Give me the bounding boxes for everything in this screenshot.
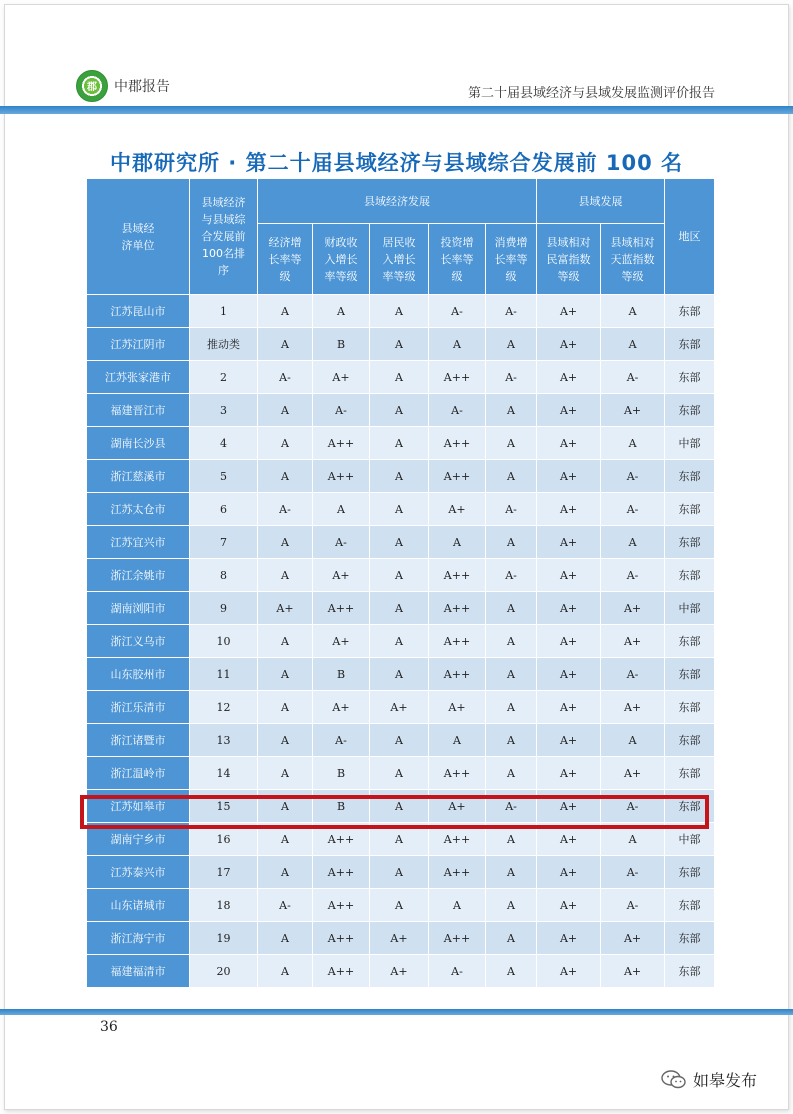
grade-cell: A	[258, 856, 313, 889]
grade-cell: A+	[537, 361, 601, 394]
grade-cell: A+	[537, 394, 601, 427]
grade-cell: A-	[429, 295, 486, 328]
grade-cell: A++	[429, 625, 486, 658]
region-cell: 中部	[665, 823, 715, 856]
grade-cell: A	[370, 823, 429, 856]
header-unit: 县域经济单位	[87, 179, 190, 295]
table-row	[87, 757, 715, 790]
grade-cell: A	[258, 394, 313, 427]
county-name-cell: 浙江义乌市	[87, 625, 190, 658]
header-group-economy: 县域经济发展	[258, 179, 537, 224]
county-name-cell: 江苏江阴市	[87, 328, 190, 361]
logo-text: 中郡报告	[114, 79, 170, 95]
grade-cell: A	[486, 592, 537, 625]
grade-cell: A-	[258, 493, 313, 526]
page-title: 中郡研究所 · 第二十届县域经济与县域综合发展前 100 名	[109, 151, 684, 175]
grade-cell: A	[601, 295, 665, 328]
county-name-cell: 浙江乐清市	[87, 691, 190, 724]
grade-cell: B	[313, 328, 370, 361]
grade-cell: A+	[258, 592, 313, 625]
table-row	[87, 658, 715, 691]
page-number: 36	[100, 1019, 118, 1035]
rank-cell: 20	[190, 955, 258, 988]
grade-cell: A-	[601, 889, 665, 922]
grade-cell: A-	[429, 955, 486, 988]
wechat-icon	[661, 1070, 687, 1090]
grade-cell: A++	[313, 592, 370, 625]
grade-cell: A+	[537, 625, 601, 658]
county-name-cell: 福建福清市	[87, 955, 190, 988]
grade-cell: A-	[601, 361, 665, 394]
grade-cell: A	[370, 658, 429, 691]
grade-cell: A	[370, 361, 429, 394]
grade-cell: A	[486, 889, 537, 922]
grade-cell: A+	[429, 493, 486, 526]
header-sub: 居民收入增长率等级	[370, 224, 429, 295]
grade-cell: A	[258, 691, 313, 724]
table-row	[87, 361, 715, 394]
region-cell: 东部	[665, 559, 715, 592]
rank-cell: 7	[190, 526, 258, 559]
header-rank: 县域经济与县域综合发展前100名排序	[190, 179, 258, 295]
region-cell: 东部	[665, 658, 715, 691]
grade-cell: A-	[486, 493, 537, 526]
grade-cell: A	[370, 757, 429, 790]
rank-cell: 15	[190, 790, 258, 823]
grade-cell: A	[486, 856, 537, 889]
grade-cell: A	[258, 724, 313, 757]
table-row	[87, 889, 715, 922]
grade-cell: A+	[537, 790, 601, 823]
header-divider	[0, 106, 793, 114]
region-cell: 东部	[665, 295, 715, 328]
rank-cell: 6	[190, 493, 258, 526]
header-sub: 经济增长率等级	[258, 224, 313, 295]
county-name-cell: 浙江余姚市	[87, 559, 190, 592]
grade-cell: A	[429, 526, 486, 559]
county-name-cell: 福建晋江市	[87, 394, 190, 427]
grade-cell: A	[486, 460, 537, 493]
header-sub: 县域相对天蓝指数等级	[601, 224, 665, 295]
county-name-cell: 浙江慈溪市	[87, 460, 190, 493]
region-cell: 东部	[665, 790, 715, 823]
header-region: 地区	[665, 179, 715, 295]
grade-cell: A++	[429, 460, 486, 493]
rank-cell: 17	[190, 856, 258, 889]
county-name-cell: 江苏张家港市	[87, 361, 190, 394]
table-row	[87, 724, 715, 757]
grade-cell: A	[258, 460, 313, 493]
grade-cell: A	[370, 427, 429, 460]
zhongjun-logo-icon	[76, 70, 108, 102]
grade-cell: A+	[429, 691, 486, 724]
grade-cell: A+	[370, 922, 429, 955]
grade-cell: A	[258, 955, 313, 988]
grade-cell: A+	[537, 493, 601, 526]
grade-cell: A	[370, 559, 429, 592]
grade-cell: A+	[537, 922, 601, 955]
grade-cell: A+	[537, 955, 601, 988]
footer-divider	[0, 1009, 793, 1015]
grade-cell: A+	[313, 625, 370, 658]
grade-cell: A+	[537, 526, 601, 559]
rank-cell: 2	[190, 361, 258, 394]
grade-cell: A++	[429, 757, 486, 790]
grade-cell: A	[486, 724, 537, 757]
grade-cell: A+	[313, 361, 370, 394]
grade-cell: A+	[313, 691, 370, 724]
grade-cell: A	[601, 427, 665, 460]
grade-cell: A++	[429, 427, 486, 460]
grade-cell: A+	[537, 823, 601, 856]
table-row	[87, 691, 715, 724]
grade-cell: A+	[537, 328, 601, 361]
watermark-text: 如皋发布	[692, 1071, 757, 1090]
county-name-cell: 湖南宁乡市	[87, 823, 190, 856]
rank-cell: 12	[190, 691, 258, 724]
header-group-development: 县域发展	[537, 179, 665, 224]
county-name-cell: 江苏昆山市	[87, 295, 190, 328]
header-sub: 投资增长率等级	[429, 224, 486, 295]
grade-cell: B	[313, 790, 370, 823]
rank-cell: 10	[190, 625, 258, 658]
region-cell: 东部	[665, 328, 715, 361]
region-cell: 东部	[665, 526, 715, 559]
grade-cell: A++	[313, 856, 370, 889]
rank-cell: 5	[190, 460, 258, 493]
grade-cell: A-	[601, 559, 665, 592]
grade-cell: A	[486, 955, 537, 988]
county-name-cell: 江苏太仓市	[87, 493, 190, 526]
grade-cell: A	[486, 658, 537, 691]
grade-cell: A-	[601, 658, 665, 691]
grade-cell: A	[601, 724, 665, 757]
county-name-cell: 浙江海宁市	[87, 922, 190, 955]
county-name-cell: 山东诸城市	[87, 889, 190, 922]
grade-cell: A+	[370, 691, 429, 724]
highlight-box	[80, 795, 709, 829]
county-name-cell: 浙江诸暨市	[87, 724, 190, 757]
grade-cell: A	[429, 889, 486, 922]
rank-cell: 9	[190, 592, 258, 625]
region-cell: 东部	[665, 361, 715, 394]
rank-cell: 推动类	[190, 328, 258, 361]
grade-cell: A	[601, 328, 665, 361]
grade-cell: A-	[258, 361, 313, 394]
region-cell: 东部	[665, 493, 715, 526]
region-cell: 中部	[665, 592, 715, 625]
grade-cell: A+	[537, 559, 601, 592]
grade-cell: A++	[313, 889, 370, 922]
grade-cell: A	[313, 295, 370, 328]
grade-cell: A+	[601, 625, 665, 658]
grade-cell: A+	[537, 295, 601, 328]
grade-cell: A+	[537, 691, 601, 724]
grade-cell: A+	[429, 790, 486, 823]
grade-cell: A	[429, 724, 486, 757]
grade-cell: A++	[313, 460, 370, 493]
ranking-table	[86, 178, 715, 988]
grade-cell: A+	[601, 955, 665, 988]
grade-cell: A	[486, 427, 537, 460]
grade-cell: A+	[601, 394, 665, 427]
header-sub: 财政收入增长率等级	[313, 224, 370, 295]
grade-cell: A-	[601, 493, 665, 526]
grade-cell: B	[313, 658, 370, 691]
grade-cell: A	[370, 295, 429, 328]
grade-cell: A	[370, 592, 429, 625]
grade-cell: A	[258, 625, 313, 658]
table-row	[87, 955, 715, 988]
grade-cell: A	[370, 460, 429, 493]
grade-cell: A-	[601, 460, 665, 493]
grade-cell: A	[370, 625, 429, 658]
grade-cell: A	[486, 394, 537, 427]
logo-mark: 郡	[87, 82, 97, 93]
grade-cell: A	[258, 823, 313, 856]
grade-cell: A+	[601, 757, 665, 790]
grade-cell: A-	[486, 361, 537, 394]
grade-cell: A	[370, 724, 429, 757]
table-row	[87, 856, 715, 889]
rank-cell: 16	[190, 823, 258, 856]
grade-cell: A+	[537, 658, 601, 691]
grade-cell: A-	[313, 724, 370, 757]
rank-cell: 1	[190, 295, 258, 328]
grade-cell: A++	[313, 823, 370, 856]
region-cell: 东部	[665, 460, 715, 493]
grade-cell: A	[601, 823, 665, 856]
grade-cell: A+	[370, 955, 429, 988]
rank-cell: 18	[190, 889, 258, 922]
grade-cell: A++	[313, 955, 370, 988]
region-cell: 东部	[665, 955, 715, 988]
table-row	[87, 295, 715, 328]
grade-cell: A++	[429, 361, 486, 394]
table-row	[87, 493, 715, 526]
grade-cell: A	[370, 856, 429, 889]
county-name-cell: 浙江温岭市	[87, 757, 190, 790]
grade-cell: A	[370, 328, 429, 361]
grade-cell: A	[370, 526, 429, 559]
grade-cell: A	[370, 394, 429, 427]
header-sub: 县域相对民富指数等级	[537, 224, 601, 295]
grade-cell: A++	[429, 559, 486, 592]
grade-cell: A-	[486, 790, 537, 823]
region-cell: 中部	[665, 427, 715, 460]
grade-cell: A++	[429, 658, 486, 691]
region-cell: 东部	[665, 856, 715, 889]
grade-cell: A	[313, 493, 370, 526]
rank-cell: 11	[190, 658, 258, 691]
grade-cell: A	[486, 526, 537, 559]
grade-cell: A	[601, 526, 665, 559]
county-name-cell: 江苏泰兴市	[87, 856, 190, 889]
grade-cell: A+	[537, 724, 601, 757]
grade-cell: A-	[429, 394, 486, 427]
grade-cell: A	[258, 559, 313, 592]
grade-cell: A+	[601, 922, 665, 955]
grade-cell: A-	[601, 856, 665, 889]
grade-cell: A+	[537, 889, 601, 922]
grade-cell: A	[486, 922, 537, 955]
table-row	[87, 328, 715, 361]
grade-cell: A+	[537, 427, 601, 460]
grade-cell: A-	[486, 559, 537, 592]
rank-cell: 13	[190, 724, 258, 757]
rank-cell: 4	[190, 427, 258, 460]
region-cell: 东部	[665, 724, 715, 757]
grade-cell: A	[486, 691, 537, 724]
grade-cell: A-	[601, 790, 665, 823]
grade-cell: A+	[537, 757, 601, 790]
grade-cell: A++	[429, 856, 486, 889]
grade-cell: A-	[486, 295, 537, 328]
grade-cell: A	[258, 790, 313, 823]
rank-cell: 3	[190, 394, 258, 427]
grade-cell: A	[258, 427, 313, 460]
grade-cell: A	[370, 790, 429, 823]
county-name-cell: 湖南浏阳市	[87, 592, 190, 625]
grade-cell: A	[258, 922, 313, 955]
region-cell: 东部	[665, 394, 715, 427]
grade-cell: A+	[313, 559, 370, 592]
grade-cell: A-	[258, 889, 313, 922]
grade-cell: A	[370, 889, 429, 922]
county-name-cell: 江苏如皋市	[87, 790, 190, 823]
rank-cell: 14	[190, 757, 258, 790]
grade-cell: A	[486, 625, 537, 658]
county-name-cell: 湖南长沙县	[87, 427, 190, 460]
grade-cell: A++	[313, 427, 370, 460]
grade-cell: A	[486, 823, 537, 856]
table-row	[87, 394, 715, 427]
county-name-cell: 江苏宜兴市	[87, 526, 190, 559]
grade-cell: A+	[601, 691, 665, 724]
region-cell: 东部	[665, 691, 715, 724]
grade-cell: A	[258, 658, 313, 691]
table-row	[87, 559, 715, 592]
table-row	[87, 922, 715, 955]
grade-cell: A	[258, 757, 313, 790]
table-row	[87, 592, 715, 625]
grade-cell: A-	[313, 394, 370, 427]
grade-cell: A+	[601, 592, 665, 625]
grade-cell: A-	[313, 526, 370, 559]
grade-cell: A++	[313, 922, 370, 955]
region-cell: 东部	[665, 889, 715, 922]
grade-cell: A+	[537, 856, 601, 889]
county-name-cell: 山东胶州市	[87, 658, 190, 691]
grade-cell: A++	[429, 922, 486, 955]
grade-cell: A	[486, 757, 537, 790]
table-row	[87, 625, 715, 658]
region-cell: 东部	[665, 757, 715, 790]
grade-cell: A	[258, 328, 313, 361]
rank-cell: 8	[190, 559, 258, 592]
grade-cell: A	[258, 295, 313, 328]
watermark	[661, 1068, 757, 1091]
grade-cell: A++	[429, 592, 486, 625]
report-header-title: 第二十届县域经济与县域发展监测评价报告	[467, 86, 715, 101]
grade-cell: B	[313, 757, 370, 790]
region-cell: 东部	[665, 625, 715, 658]
table-row	[87, 526, 715, 559]
grade-cell: A	[486, 328, 537, 361]
header-sub: 消费增长率等级	[486, 224, 537, 295]
grade-cell: A	[429, 328, 486, 361]
rank-cell: 19	[190, 922, 258, 955]
table-row	[87, 460, 715, 493]
table-row	[87, 427, 715, 460]
region-cell: 东部	[665, 922, 715, 955]
grade-cell: A	[370, 493, 429, 526]
grade-cell: A++	[429, 823, 486, 856]
grade-cell: A	[258, 526, 313, 559]
grade-cell: A+	[537, 592, 601, 625]
report-logo	[76, 70, 170, 102]
grade-cell: A+	[537, 460, 601, 493]
